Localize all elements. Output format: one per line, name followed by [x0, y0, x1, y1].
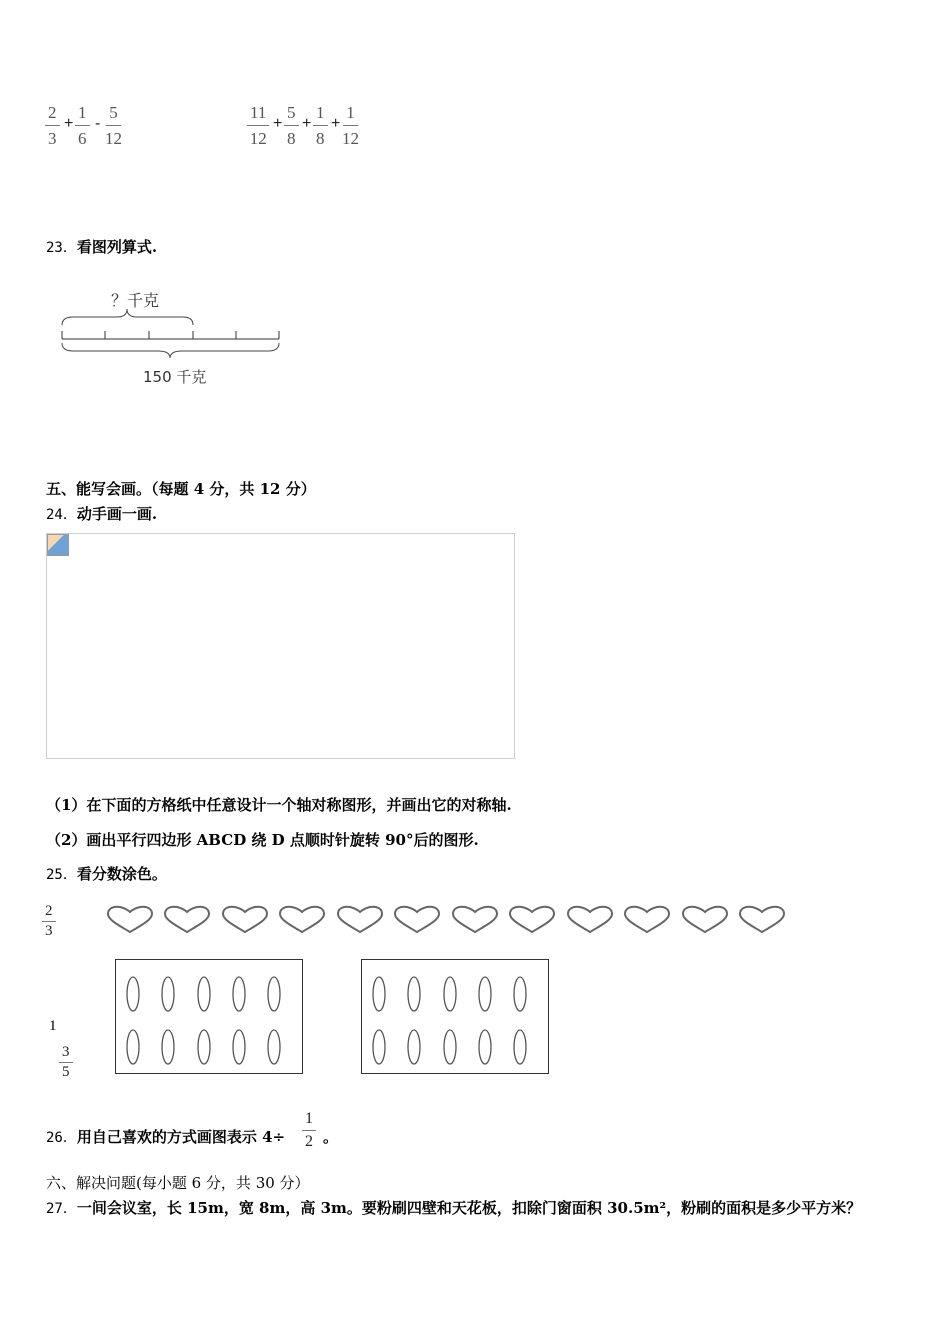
question-text: 看分数涂色。: [76, 865, 167, 883]
plus-operator: +: [302, 115, 312, 132]
denominator: 8: [316, 129, 325, 148]
heart-shape[interactable]: [338, 907, 382, 932]
question-text: 用自己喜欢的方式画图表示 4÷: [76, 1128, 286, 1146]
heart-shape[interactable]: [395, 907, 439, 932]
oval-shape[interactable]: [479, 1030, 491, 1064]
weight-diagram: [55, 285, 295, 395]
numerator: 1: [343, 104, 358, 126]
heart-shape[interactable]: [510, 907, 554, 932]
oval-shape[interactable]: [444, 977, 456, 1011]
oval-shape[interactable]: [162, 1030, 174, 1064]
oval-shape[interactable]: [198, 977, 210, 1011]
section-5-title: 五、能写会画。（每题 4 分，共 12 分）: [46, 480, 316, 498]
plus-operator: +: [64, 115, 74, 132]
bottom-brace: [62, 343, 279, 358]
heart-shape[interactable]: [568, 907, 612, 932]
minus-operator: -: [95, 115, 101, 132]
whole-number: 1: [49, 1018, 57, 1034]
question-text: 看图列算式.: [76, 238, 158, 256]
image-placeholder: [46, 533, 515, 759]
fraction: [75, 104, 90, 147]
broken-image-icon: [47, 534, 69, 556]
oval-shape[interactable]: [162, 977, 174, 1011]
question-number: 23．: [46, 240, 77, 256]
oval-shape[interactable]: [233, 977, 245, 1011]
numerator: 2: [45, 104, 60, 126]
denominator: 2: [305, 1133, 313, 1150]
oval-shape[interactable]: [408, 1030, 420, 1064]
denominator: 6: [78, 129, 87, 148]
question-number: 24．: [46, 507, 77, 523]
denominator: 8: [287, 129, 296, 148]
question-23: [46, 236, 157, 257]
question-27: [46, 1197, 861, 1218]
heart-shape[interactable]: [740, 907, 784, 932]
diagram-top-label: ？千克: [111, 291, 160, 310]
numerator: 5: [284, 104, 299, 126]
oval-shape[interactable]: [233, 1030, 245, 1064]
numerator: 3: [59, 1045, 73, 1063]
question-25: [46, 863, 167, 884]
numerator: 1: [75, 104, 90, 126]
numerator: 1: [313, 104, 328, 126]
oval-shape[interactable]: [127, 1030, 139, 1064]
denominator: 12: [342, 129, 359, 148]
oval-shape[interactable]: [268, 977, 280, 1011]
numerator: 5: [106, 104, 121, 126]
heart-shape[interactable]: [280, 907, 324, 932]
question-number: 27．: [46, 1201, 77, 1217]
denominator: 5: [62, 1064, 70, 1080]
question-text: 动手画一画.: [76, 505, 158, 523]
denominator: 12: [249, 129, 267, 148]
question-end-mark: 。: [323, 1128, 339, 1146]
denominator: 3: [48, 129, 57, 148]
plus-operator: +: [273, 115, 283, 132]
fraction-one-half: [302, 1111, 316, 1150]
question-24: [46, 503, 157, 524]
oval-shape[interactable]: [514, 977, 526, 1011]
numerator: 1: [302, 1111, 316, 1131]
fraction: [45, 104, 60, 147]
heart-shape[interactable]: [223, 907, 267, 932]
diagram-bottom-label: 150 千克: [143, 368, 207, 386]
numerator: 2: [42, 904, 56, 922]
denominator: 12: [105, 129, 122, 148]
oval-shape[interactable]: [373, 977, 385, 1011]
fraction-three-fifths: [59, 1045, 73, 1080]
fraction: [313, 104, 328, 147]
oval-shape[interactable]: [127, 977, 139, 1011]
question-text: 一间会议室，长 15m，宽 8m，高 3m。要粉刷四壁和天花板，扣除门窗面积 30.5m²，粉刷的面积是多少平方米？: [76, 1199, 862, 1217]
ovals-box-2: [361, 959, 551, 1076]
heart-shape[interactable]: [108, 907, 152, 932]
section-6-title: 六、解决问题(每小题 6 分，共 30 分）: [46, 1174, 310, 1192]
heart-shape[interactable]: [683, 907, 727, 932]
oval-shape[interactable]: [268, 1030, 280, 1064]
question-24-part-1: （1）在下面的方格纸中任意设计一个轴对称图形，并画出它的对称轴.: [46, 796, 512, 814]
oval-shape[interactable]: [479, 977, 491, 1011]
fraction-two-thirds: [42, 904, 56, 939]
top-brace: [62, 309, 193, 325]
fraction: [247, 104, 269, 147]
question-26: [46, 1126, 285, 1147]
fraction: [342, 104, 359, 147]
oval-shape[interactable]: [444, 1030, 456, 1064]
ovals-box-1: [115, 959, 305, 1076]
oval-shape[interactable]: [408, 977, 420, 1011]
heart-shape[interactable]: [453, 907, 497, 932]
plus-operator: +: [331, 115, 341, 132]
fraction: [284, 104, 299, 147]
question-number: 26．: [46, 1130, 77, 1146]
denominator: 3: [45, 923, 53, 939]
numerator: 11: [247, 104, 269, 126]
question-number: 25．: [46, 867, 77, 883]
oval-shape[interactable]: [514, 1030, 526, 1064]
heart-shape[interactable]: [165, 907, 209, 932]
oval-shape[interactable]: [198, 1030, 210, 1064]
question-24-part-2: （2）画出平行四边形 ABCD 绕 D 点顺时针旋转 90°后的图形.: [46, 831, 479, 849]
oval-shape[interactable]: [373, 1030, 385, 1064]
fraction: [105, 104, 122, 147]
heart-shape[interactable]: [625, 907, 669, 932]
hearts-row: [104, 904, 794, 936]
